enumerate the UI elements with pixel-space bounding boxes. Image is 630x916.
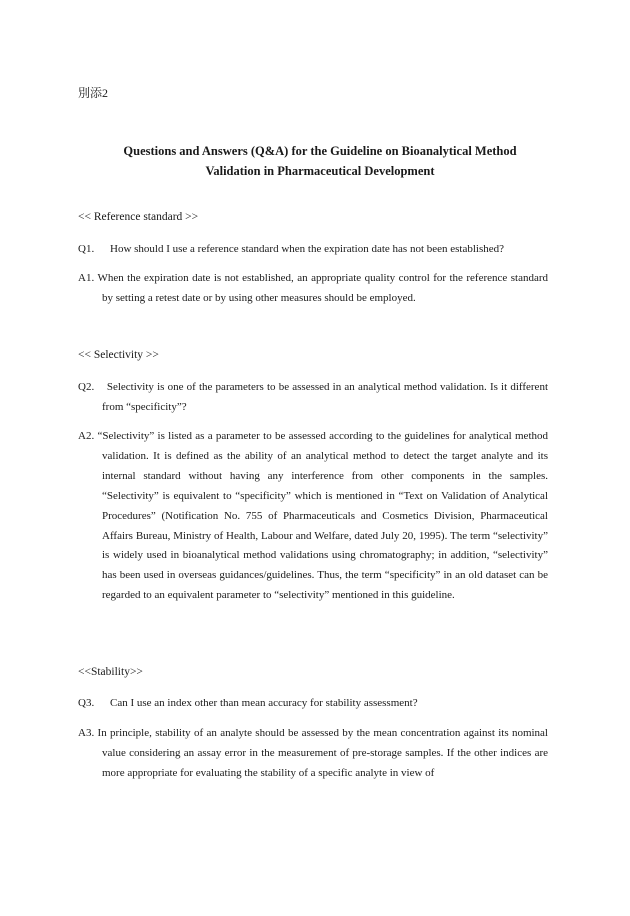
question-1-number: Q1. xyxy=(78,243,95,255)
answer-1: A1. When the expiration date is not established, an appropriate quality control for the reference standard by setting a retest date or by using other measures should be employed. xyxy=(78,272,548,304)
question-1 xyxy=(78,239,548,259)
question-1-text: How should I use a reference standard when the expiration date has not been established? xyxy=(110,243,505,255)
question-3-text: Can I use an index other than mean accuracy for stability assessment? xyxy=(110,697,418,709)
question-2: Q2. Selectivity is one of the parameters to be assessed in an analytical method validation. Is it different from “specificity”? xyxy=(78,381,548,413)
section-heading-stability: <<Stability>> xyxy=(78,666,143,678)
section-heading-reference-standard: << Reference standard >> xyxy=(78,211,199,223)
section-heading-selectivity: << Selectivity >> xyxy=(78,349,159,361)
question-3-number: Q3. xyxy=(78,697,95,709)
answer-2: A2. “Selectivity” is listed as a parameter to be assessed according to the guidelines for analytical method validation. It is defined as the ability of an analytical method to detect the target analyte and its internal standard without having any interference from other components in the samples. “Selectivity” is equivalent to “specificity” which is mentioned in “Text on Validation of Analytical Procedures” (Notification No. 755 of Pharmaceuticals and Cosmetics Division, Pharmaceutical Affairs Bureau, Ministry of Health, Labour and Welfare, dated July 20, 1995). The term “selectivity” is widely used in bioanalytical method validations using chromatography; in addition, “selectivity” has been used in overseas guidances/guidelines. Thus, the term “specificity” in an old dataset can be regarded to an equivalent parameter to “selectivity” mentioned in this guideline. xyxy=(78,430,548,602)
document-title-line-2: Validation in Pharmaceutical Development xyxy=(205,164,435,178)
annex-label: 別添2 xyxy=(78,86,109,100)
document-title-line-1: Questions and Answers (Q&A) for the Guideline on Bioanalytical Method xyxy=(123,144,517,158)
question-3 xyxy=(78,693,548,713)
answer-3: A3. In principle, stability of an analyte should be assessed by the mean concentration against its nominal value considering an assay error in the measurement of pre-storage samples. If the other indices are more appropriate for evaluating the stability of a specific analyte in view of xyxy=(78,727,548,779)
